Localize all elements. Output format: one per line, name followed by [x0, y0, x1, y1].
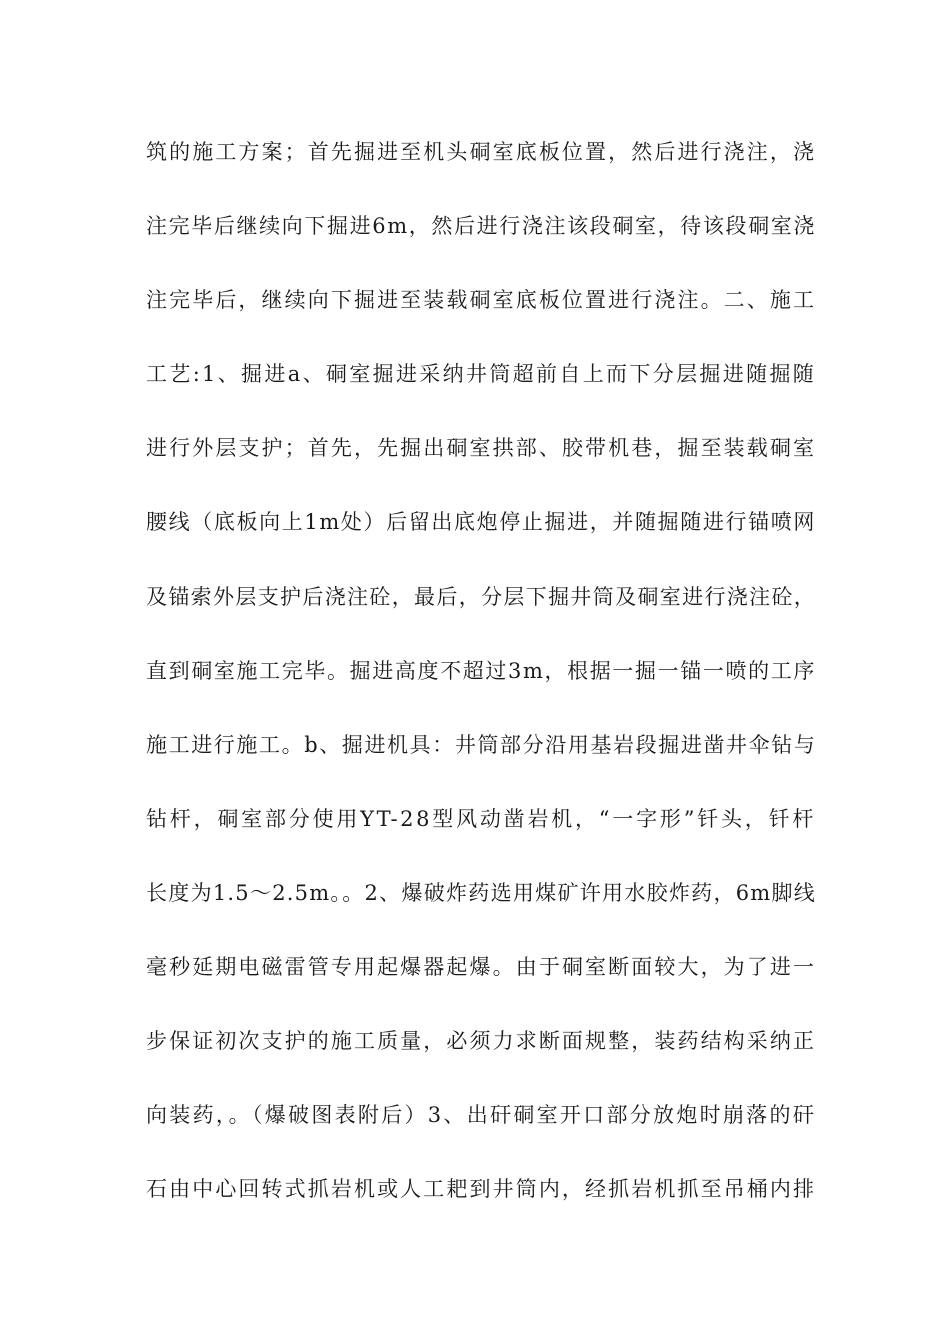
text-line-11: 长度为1.5～2.5m。。2、爆破炸药选用煤矿许用水胶炸药，6m脚线 — [146, 880, 816, 905]
text-line-9: 施工进行施工。b、掘进机具：井筒部分沿用基岩段掘进凿井伞钻与 — [146, 732, 817, 757]
text-line-8: 直到硐室施工完毕。掘进高度不超过3m，根据一掘一锚一喷的工序 — [146, 658, 816, 683]
text-line-2: 注完毕后继续向下掘进6m，然后进行浇注该段硐室，待该段硐室浇 — [146, 214, 816, 239]
text-line-6: 腰线（底板向上1m处）后留出底炮停止掘进，并随掘随进行锚喷网 — [146, 510, 816, 535]
text-line-5: 进行外层支护；首先，先掘出硐室拱部、胶带机巷，掘至装载硐室 — [146, 436, 816, 461]
text-line-10: 钻杆，硐室部分使用YT-28型风动凿岩机，“一字形”钎头，钎杆 — [146, 806, 816, 831]
text-line-4: 工艺:1、掘进a、硐室掘进采纳井筒超前自上而下分层掘进随掘随 — [146, 362, 816, 387]
text-line-14: 向装药，。（爆破图表附后）3、出矸硐室开口部分放炮时崩落的矸 — [146, 1103, 816, 1128]
body-text — [146, 130, 816, 1241]
text-line-15: 石由中心回转式抓岩机或人工耙到井筒内，经抓岩机抓至吊桶内排 — [146, 1177, 816, 1202]
text-line-3: 注完毕后，继续向下掘进至装载硐室底板位置进行浇注。二、施工 — [146, 288, 816, 313]
text-line-13: 步保证初次支护的施工质量，必须力求断面规整，装药结构采纳正 — [146, 1029, 816, 1054]
text-line-12: 毫秒延期电磁雷管专用起爆器起爆。由于硐室断面较大，为了进一 — [146, 955, 816, 980]
text-line-1: 筑的施工方案；首先掘进至机头硐室底板位置，然后进行浇注，浇 — [146, 140, 816, 164]
text-line-7: 及锚索外层支护后浇注砼，最后，分层下掘井筒及硐室进行浇注砼， — [146, 584, 816, 609]
